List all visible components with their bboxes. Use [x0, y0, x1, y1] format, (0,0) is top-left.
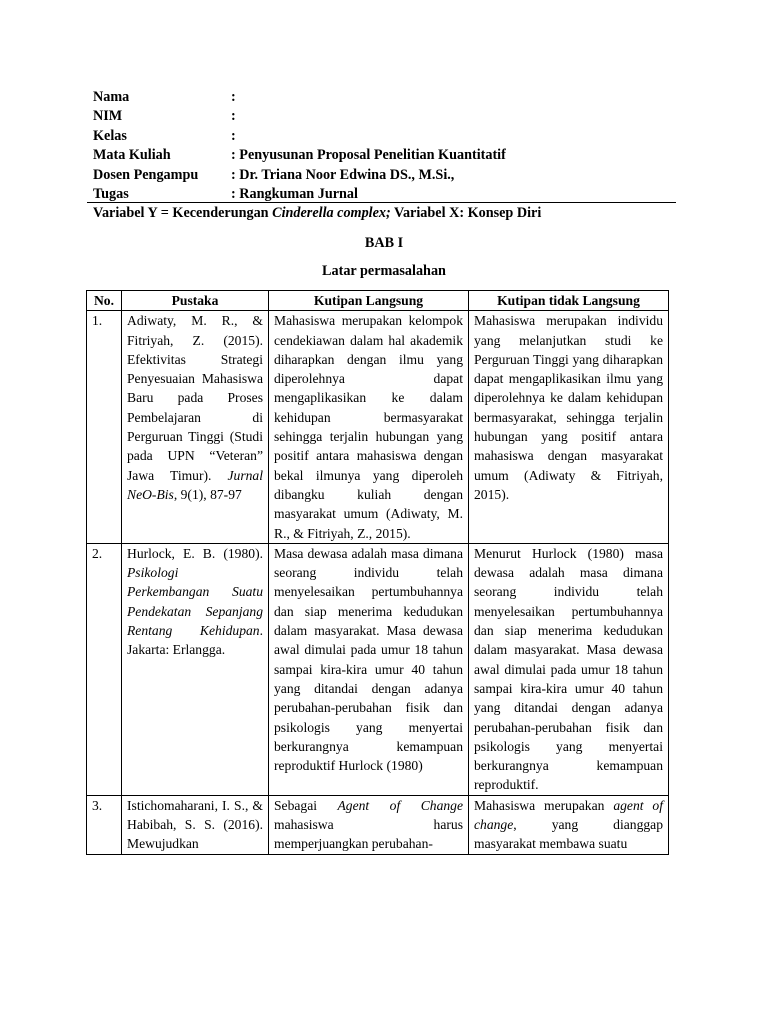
table-row	[87, 543, 669, 795]
quote-text: Sebagai	[274, 797, 338, 813]
direct-quote-cell: Mahasiswa merupakan kelompok cendekiawan dalam hal akademik diharapkan dengan ilmu yang diperolehnya dapat mengaplikasikan ke dalam kehidupan bermasyarakat sehingga terjalin hubungan yang positif antara mahasiswa dengan bekal ilmunya yang diperoleh dibangku kuliah dengan masyarakat umum (Adiwaty, M. R., & Fitriyah, Z., 2015).	[269, 311, 469, 544]
direct-quote-cell	[269, 795, 469, 854]
reference-cell: Istichomaharani, I. S., & Habibah, S. S. (2016). Mewujudkan	[122, 795, 269, 854]
field-value: :	[231, 108, 236, 125]
quote-text: Mahasiswa merupakan	[474, 797, 614, 813]
field-label: Tugas	[93, 185, 129, 202]
field-mata-kuliah	[93, 146, 675, 165]
column-header-pustaka: Pustaka	[122, 291, 269, 311]
header-divider	[87, 202, 676, 203]
field-nama	[93, 88, 675, 107]
field-value: :	[231, 127, 236, 144]
reference-text-end: . Jakarta: Erlangga.	[127, 623, 263, 658]
table-header-row	[87, 291, 669, 311]
field-nim	[93, 107, 675, 126]
variable-text: Variabel Y = Kecenderungan	[93, 205, 273, 221]
chapter-heading: BAB I	[364, 235, 404, 251]
quote-italic: Agent of Change	[337, 797, 463, 813]
reference-book-title: Psikologi Perkembangan Suatu Pendekatan Sepanjang Rentang Kehidupan	[127, 565, 263, 639]
quote-text-end: mahasiswa harus memperjuangkan perubahan-	[274, 817, 463, 852]
quote-text-end: , yang dianggap masyarakat membawa suatu	[474, 817, 663, 852]
field-label: Nama	[93, 89, 130, 105]
variable-italic: Cinderella complex;	[272, 205, 391, 221]
field-value: : Rangkuman Jurnal	[231, 185, 358, 202]
column-header-kutipan-tidak-langsung: Kutipan tidak Langsung	[469, 291, 669, 311]
field-value: : Penyusunan Proposal Penelitian Kuantitatif	[231, 147, 506, 164]
column-header-kutipan-langsung: Kutipan Langsung	[269, 291, 469, 311]
field-value: : Dr. Triana Noor Edwina DS., M.Si.,	[231, 166, 455, 183]
reference-text: Hurlock, E. B. (1980).	[127, 545, 263, 561]
literature-table	[86, 290, 669, 855]
field-label: Dosen Pengampu	[93, 166, 199, 183]
indirect-quote-cell	[469, 795, 669, 854]
variable-text-2: Variabel X: Konsep Diri	[390, 205, 542, 221]
field-label: NIM	[93, 108, 123, 125]
indirect-quote-cell: Menurut Hurlock (1980) masa dewasa adalah masa dimana seorang individu telah menyelesaikan pertumbuhannya dan siap menerima kedudukan dalam masyarakat. Masa dewasa awal dimulai pada umur 18 tahun sampai kira-kira umur 40 tahun yang ditandai dengan adanya perubahan-perubahan fisik dan psikologis yang menyertai berkurangnya kemampuan reproduktif.	[469, 543, 669, 795]
row-number: 2.	[87, 543, 122, 795]
column-header-no: No.	[87, 291, 122, 311]
header-fields	[93, 88, 675, 204]
field-label: Kelas	[93, 127, 127, 144]
reference-cell	[122, 311, 269, 544]
field-value: :	[231, 89, 236, 105]
reference-text: Adiwaty, M. R., & Fitriyah, Z. (2015). Efektivitas Strategi Penyesuaian Mahasiswa Baru pada Proses Pembelajaran di Perguruan Tinggi (Studi pada UPN “Veteran” Jawa Timur).	[127, 313, 263, 483]
reference-journal: Jurnal NeO-Bis	[127, 467, 263, 502]
field-kelas	[93, 127, 675, 146]
row-number: 1.	[87, 311, 122, 544]
indirect-quote-cell: Mahasiswa merupakan individu yang melanjutkan studi ke Perguruan Tinggi yang diharapkan dapat mengaplikasikan ilmu yang diperolehnya ke dalam kehidupan bermasyarakat, sehingga terjalin hubungan yang positif antara mahasiswa dengan masyarakat umum (Adiwaty & Fitriyah, 2015).	[469, 311, 669, 544]
section-heading: Latar permasalahan	[322, 263, 446, 279]
table-row	[87, 795, 669, 854]
direct-quote-cell: Masa dewasa adalah masa dimana seorang individu telah menyelesaikan pertumbuhannya dan siap menerima kedudukan dalam masyarakat. Masa dewasa awal dimulai pada umur 18 tahun sampai kira-kira umur 40 tahun yang ditandai dengan adanya perubahan-perubahan fisik dan psikologis yang menyertai berkurangnya kemampuan reproduktif Hurlock (1980)	[269, 543, 469, 795]
row-number: 3.	[87, 795, 122, 854]
field-label: Mata Kuliah	[93, 147, 171, 164]
table-row	[87, 311, 669, 544]
variable-line	[93, 204, 541, 223]
quote-italic: agent of change	[474, 797, 663, 833]
reference-text-end: , 9(1), 87-97	[173, 486, 242, 502]
field-dosen-pengampu	[93, 166, 675, 185]
reference-cell	[122, 543, 269, 795]
